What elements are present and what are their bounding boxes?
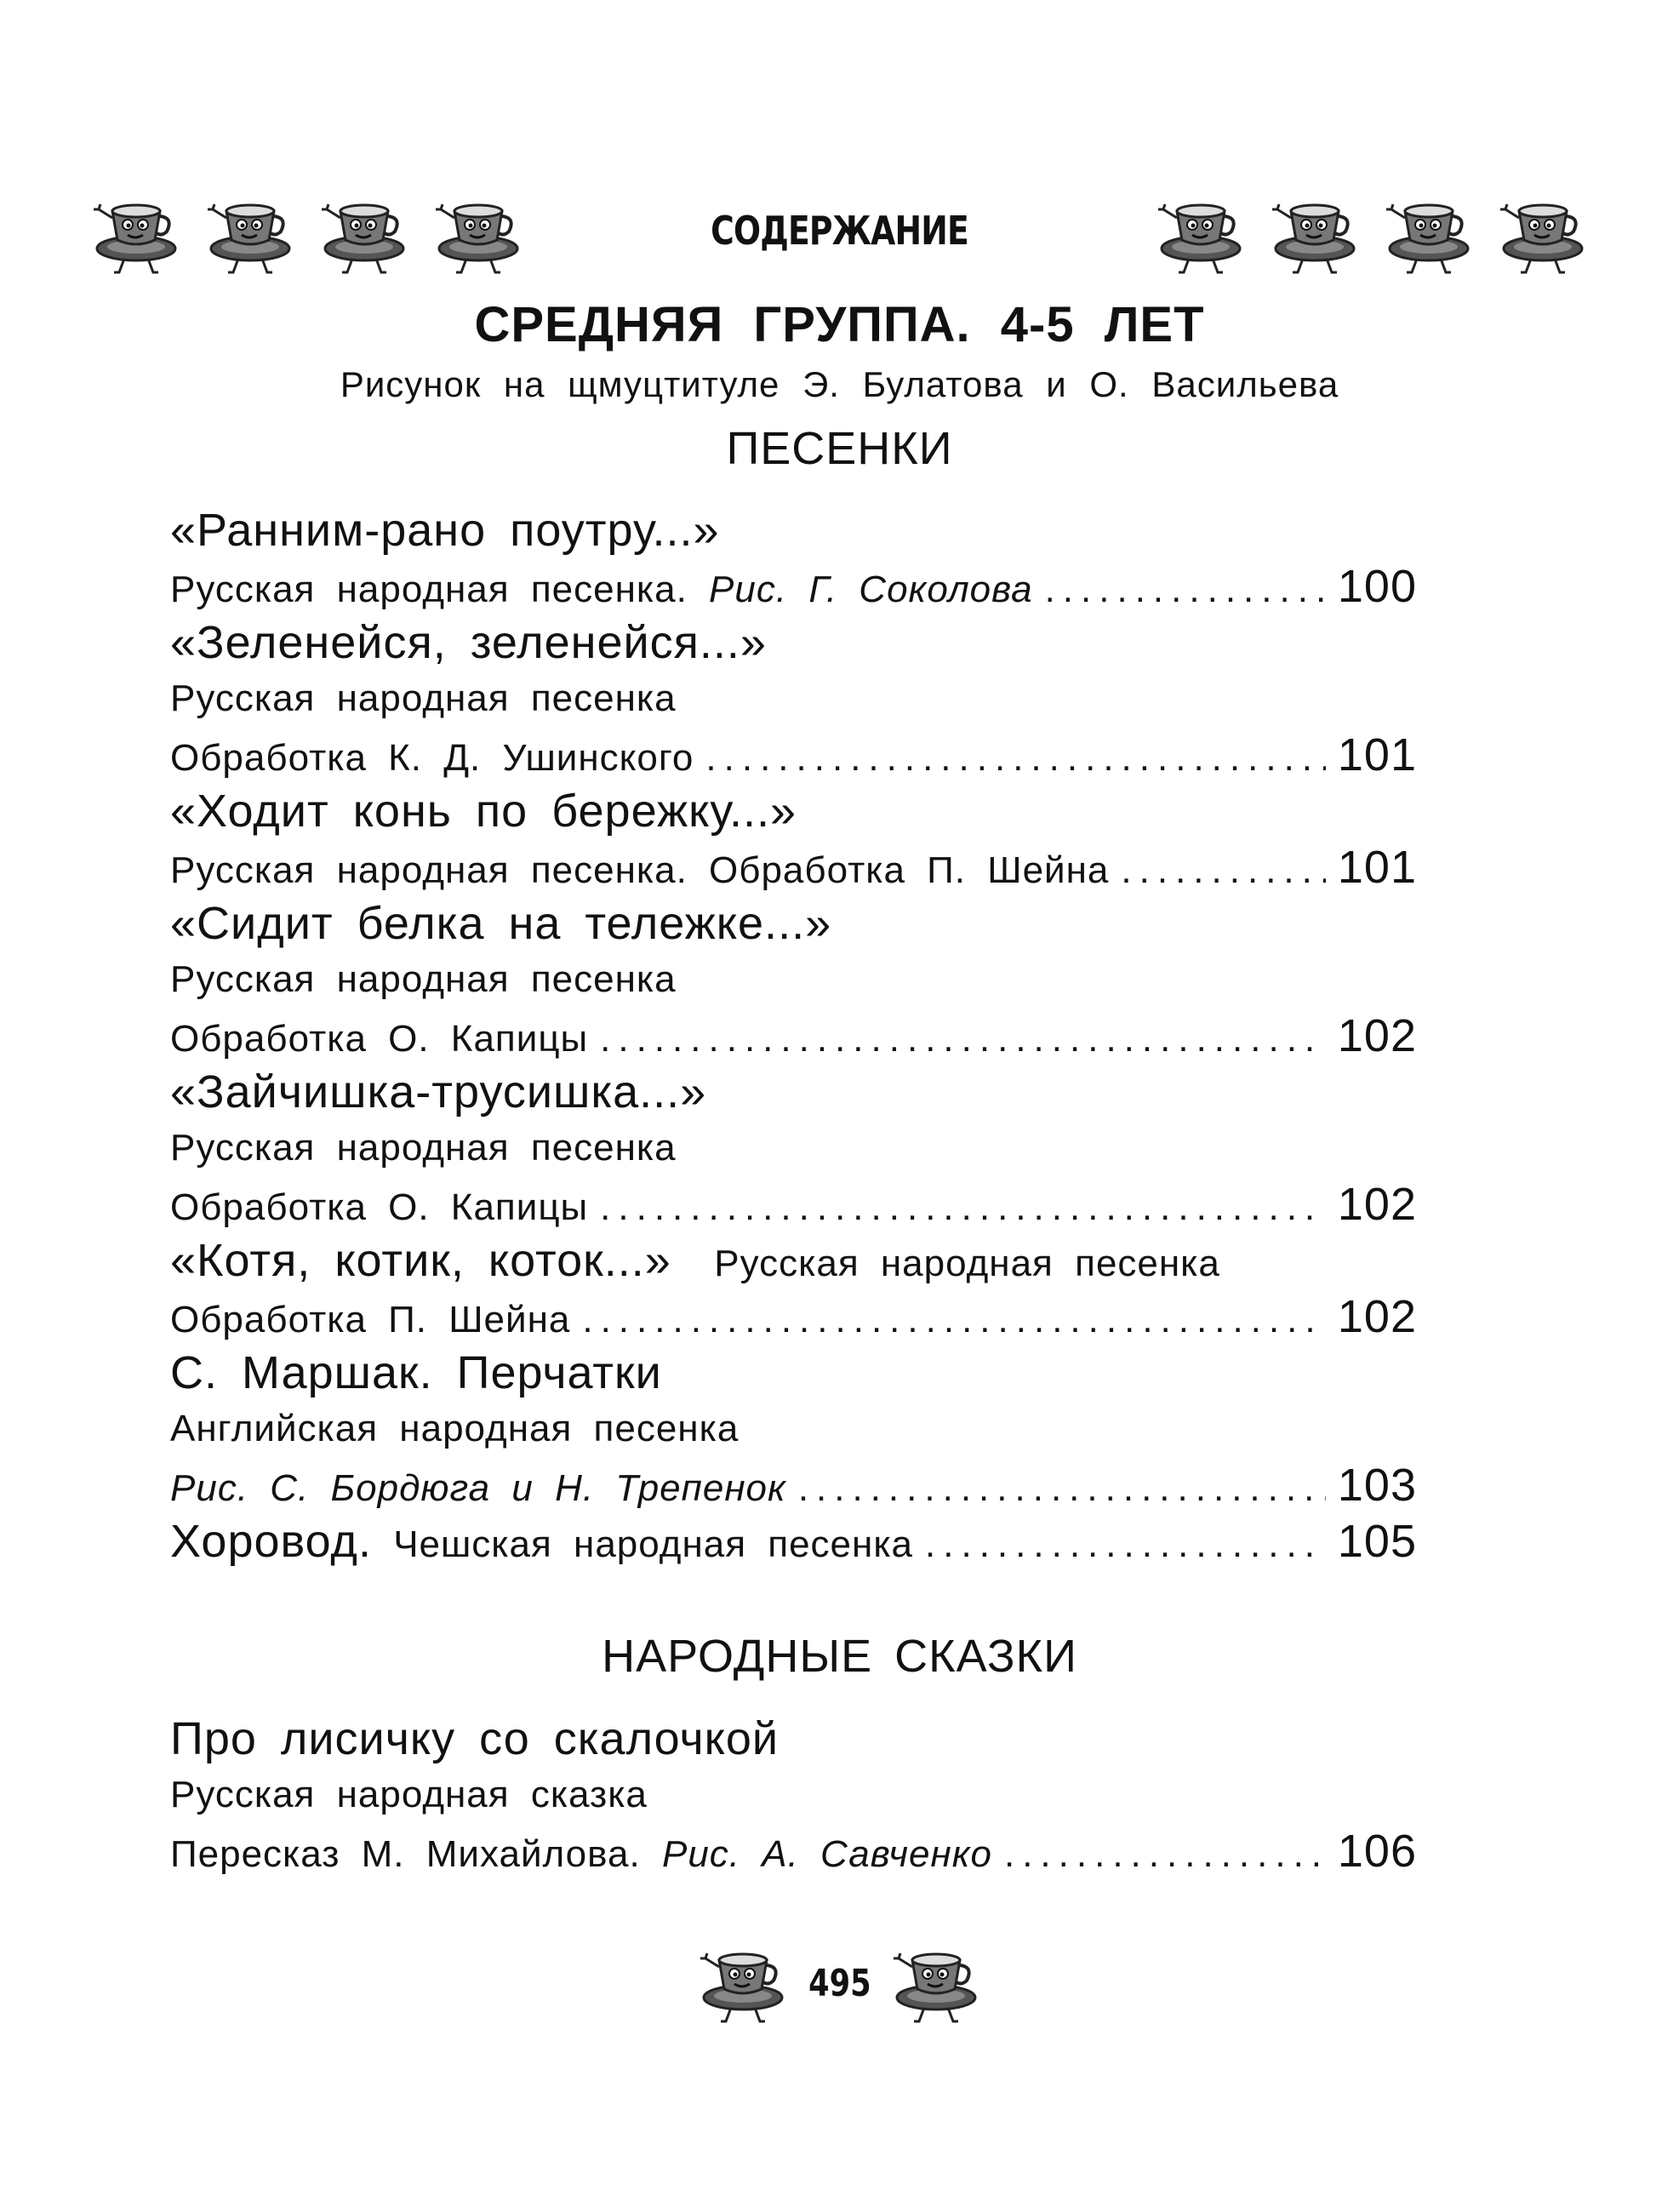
entry-page: 102 <box>1337 1291 1417 1342</box>
toc-entry[interactable] <box>170 783 1417 895</box>
entry-page: 102 <box>1337 1010 1417 1061</box>
entry-desc: Русская народная песенка <box>170 1127 677 1169</box>
songs-toc <box>170 502 1417 1569</box>
dot-leader <box>705 730 1326 786</box>
toc-entry[interactable] <box>170 1711 1417 1879</box>
entry-desc: Русская народная песенка <box>170 677 677 719</box>
toc-entry[interactable] <box>170 614 1417 783</box>
entry-page: 102 <box>1337 1179 1417 1230</box>
songs-heading: ПЕСЕНКИ <box>726 423 953 474</box>
entry-page: 100 <box>1337 561 1417 612</box>
teacup-icon <box>700 1936 785 2030</box>
entry-adaptation: Обработка О. Капицы <box>170 1018 589 1060</box>
entry-title: «Ходит конь по бережку...» <box>170 786 797 837</box>
group-credit: Рисунок на щмуцтитуле Э. Булатова и О. Васильева <box>340 364 1339 404</box>
entry-title: «Зеленейся, зеленейся...» <box>170 617 767 668</box>
entry-desc: Чешская народная песенка <box>393 1523 914 1565</box>
toc-entry[interactable] <box>170 895 1417 1064</box>
entry-desc: Русская народная песенка. <box>170 569 688 610</box>
toc-entry[interactable] <box>170 502 1417 614</box>
entry-desc: Русская народная песенка. Обработка П. Шейна <box>170 849 1110 891</box>
entry-title: С. Маршак. Перчатки <box>170 1347 662 1398</box>
dot-leader <box>600 1180 1326 1236</box>
entry-adaptation: Пересказ М. Михайлова. <box>170 1833 641 1875</box>
tales-toc <box>170 1711 1417 1879</box>
entry-title: Хоровод. <box>170 1516 372 1567</box>
entry-desc: Английская народная песенка <box>170 1408 740 1449</box>
teacup-icon <box>1272 187 1357 281</box>
dot-leader <box>1121 843 1326 899</box>
entry-adaptation: Обработка П. Шейна <box>170 1299 571 1340</box>
teacup-icon <box>94 187 179 281</box>
entry-page: 101 <box>1337 842 1417 893</box>
entry-desc: Русская народная песенка <box>170 958 677 1000</box>
dot-leader <box>582 1292 1326 1348</box>
dot-leader <box>1045 562 1326 618</box>
page-footer <box>0 1936 1679 2030</box>
entry-desc: Русская народная сказка <box>170 1774 648 1815</box>
entry-illustrator: Рис. Г. Соколова <box>709 569 1033 610</box>
dot-leader <box>600 1011 1326 1067</box>
header-decoration-right <box>1158 187 1585 281</box>
entry-title: «Котя, котик, коток...» <box>170 1235 671 1286</box>
dot-leader <box>1004 1826 1326 1883</box>
entry-title: «Зайчишка-трусишка...» <box>170 1066 707 1117</box>
teacup-icon <box>1500 187 1585 281</box>
dot-leader <box>798 1460 1326 1517</box>
entry-adaptation: Обработка О. Капицы <box>170 1186 589 1228</box>
entry-desc: Русская народная песенка <box>714 1243 1220 1284</box>
entry-title: Про лисичку со скалочкой <box>170 1713 780 1764</box>
group-title: СРЕДНЯЯ ГРУППА. 4-5 ЛЕТ <box>474 297 1205 352</box>
entry-page: 101 <box>1337 729 1417 780</box>
contents-title: СОДЕРЖАНИЕ <box>711 208 968 254</box>
entry-title: «Ранним-рано поутру...» <box>170 505 720 556</box>
dot-leader <box>925 1517 1326 1573</box>
entry-page: 103 <box>1337 1460 1417 1511</box>
toc-entry[interactable] <box>170 1345 1417 1513</box>
teacup-icon <box>1386 187 1471 281</box>
page-header <box>94 187 1585 289</box>
toc-entry[interactable] <box>170 1513 1417 1569</box>
entry-adaptation: Обработка К. Д. Ушинского <box>170 737 694 779</box>
toc-entry[interactable] <box>170 1232 1417 1345</box>
entry-page: 105 <box>1337 1516 1417 1567</box>
entry-illustrator: Рис. С. Бордюга и Н. Трепенок <box>170 1467 786 1509</box>
teacup-icon <box>1158 187 1243 281</box>
teacup-icon <box>894 1936 979 2030</box>
entry-title: «Сидит белка на тележке...» <box>170 898 832 949</box>
toc-entry[interactable] <box>170 1064 1417 1232</box>
tales-heading: НАРОДНЫЕ СКАЗКИ <box>602 1631 1077 1682</box>
entry-page: 106 <box>1337 1826 1417 1877</box>
entry-illustrator: Рис. А. Савченко <box>661 1833 992 1875</box>
page-number: 495 <box>808 1961 871 2005</box>
